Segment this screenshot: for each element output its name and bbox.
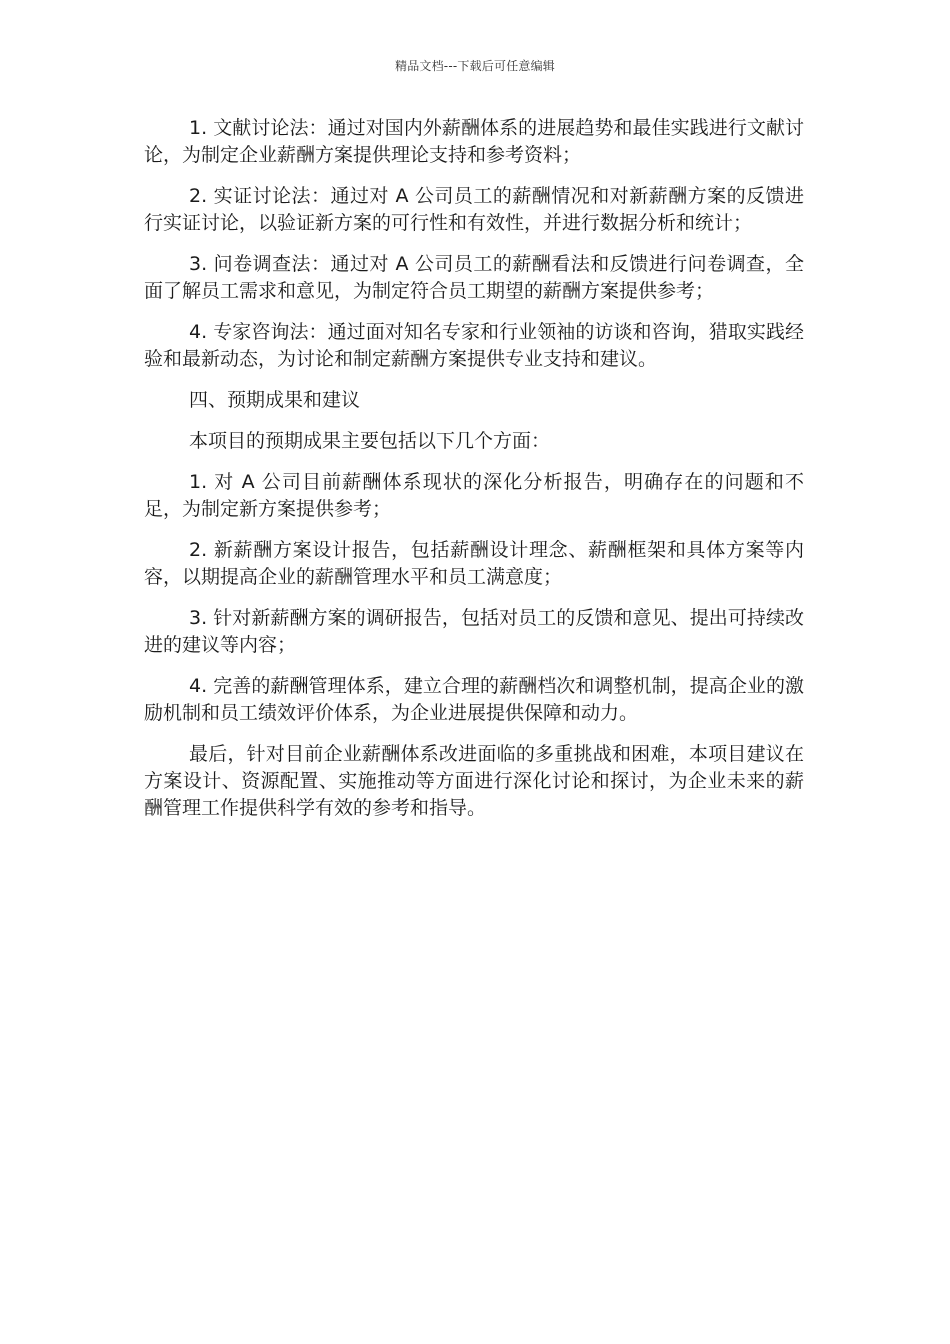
outcomes-intro: 本项目的预期成果主要包括以下几个方面： <box>189 430 551 452</box>
method-empirical: 2. 实证讨论法：通过对 A 公司员工的薪酬情况和对新薪酬方案的反馈进行实证讨论，以验证新方案的可行性和有效性，并进行数据分析和统计； <box>144 185 804 234</box>
outcome-item-2: 2. 新薪酬方案设计报告，包括薪酬设计理念、薪酬框架和具体方案等内容，以期提高企业的薪酬管理水平和员工满意度； <box>144 539 804 588</box>
outcome-item-4: 4. 完善的薪酬管理体系，建立合理的薪酬档次和调整机制，提高企业的激励机制和员工绩效评价体系，为企业进展提供保障和动力。 <box>144 675 804 724</box>
method-questionnaire: 3. 问卷调查法：通过对 A 公司员工的薪酬看法和反馈进行问卷调查，全面了解员工需求和意见，为制定符合员工期望的薪酬方案提供参考； <box>144 253 804 302</box>
page-header: 精品文档---下载后可任意编辑 <box>395 59 555 73</box>
outcome-item-3: 3. 针对新薪酬方案的调研报告，包括对员工的反馈和意见、提出可持续改进的建议等内容； <box>144 607 804 656</box>
section-heading: 四、预期成果和建议 <box>189 389 361 411</box>
document-body <box>144 115 804 836</box>
outcome-item-1: 1. 对 A 公司目前薪酬体系现状的深化分析报告，明确存在的问题和不足，为制定新方案提供参考； <box>144 471 804 520</box>
method-literature: 1. 文献讨论法：通过对国内外薪酬体系的进展趋势和最佳实践进行文献讨论，为制定企业薪酬方案提供理论支持和参考资料； <box>144 117 804 166</box>
method-expert-consultation: 4. 专家咨询法：通过面对知名专家和行业领袖的访谈和咨询，猎取实践经验和最新动态，为讨论和制定薪酬方案提供专业支持和建议。 <box>144 321 804 370</box>
conclusion-paragraph: 最后，针对目前企业薪酬体系改进面临的多重挑战和困难，本项目建议在方案设计、资源配置、实施推动等方面进行深化讨论和探讨，为企业未来的薪酬管理工作提供科学有效的参考和指导。 <box>144 743 804 819</box>
